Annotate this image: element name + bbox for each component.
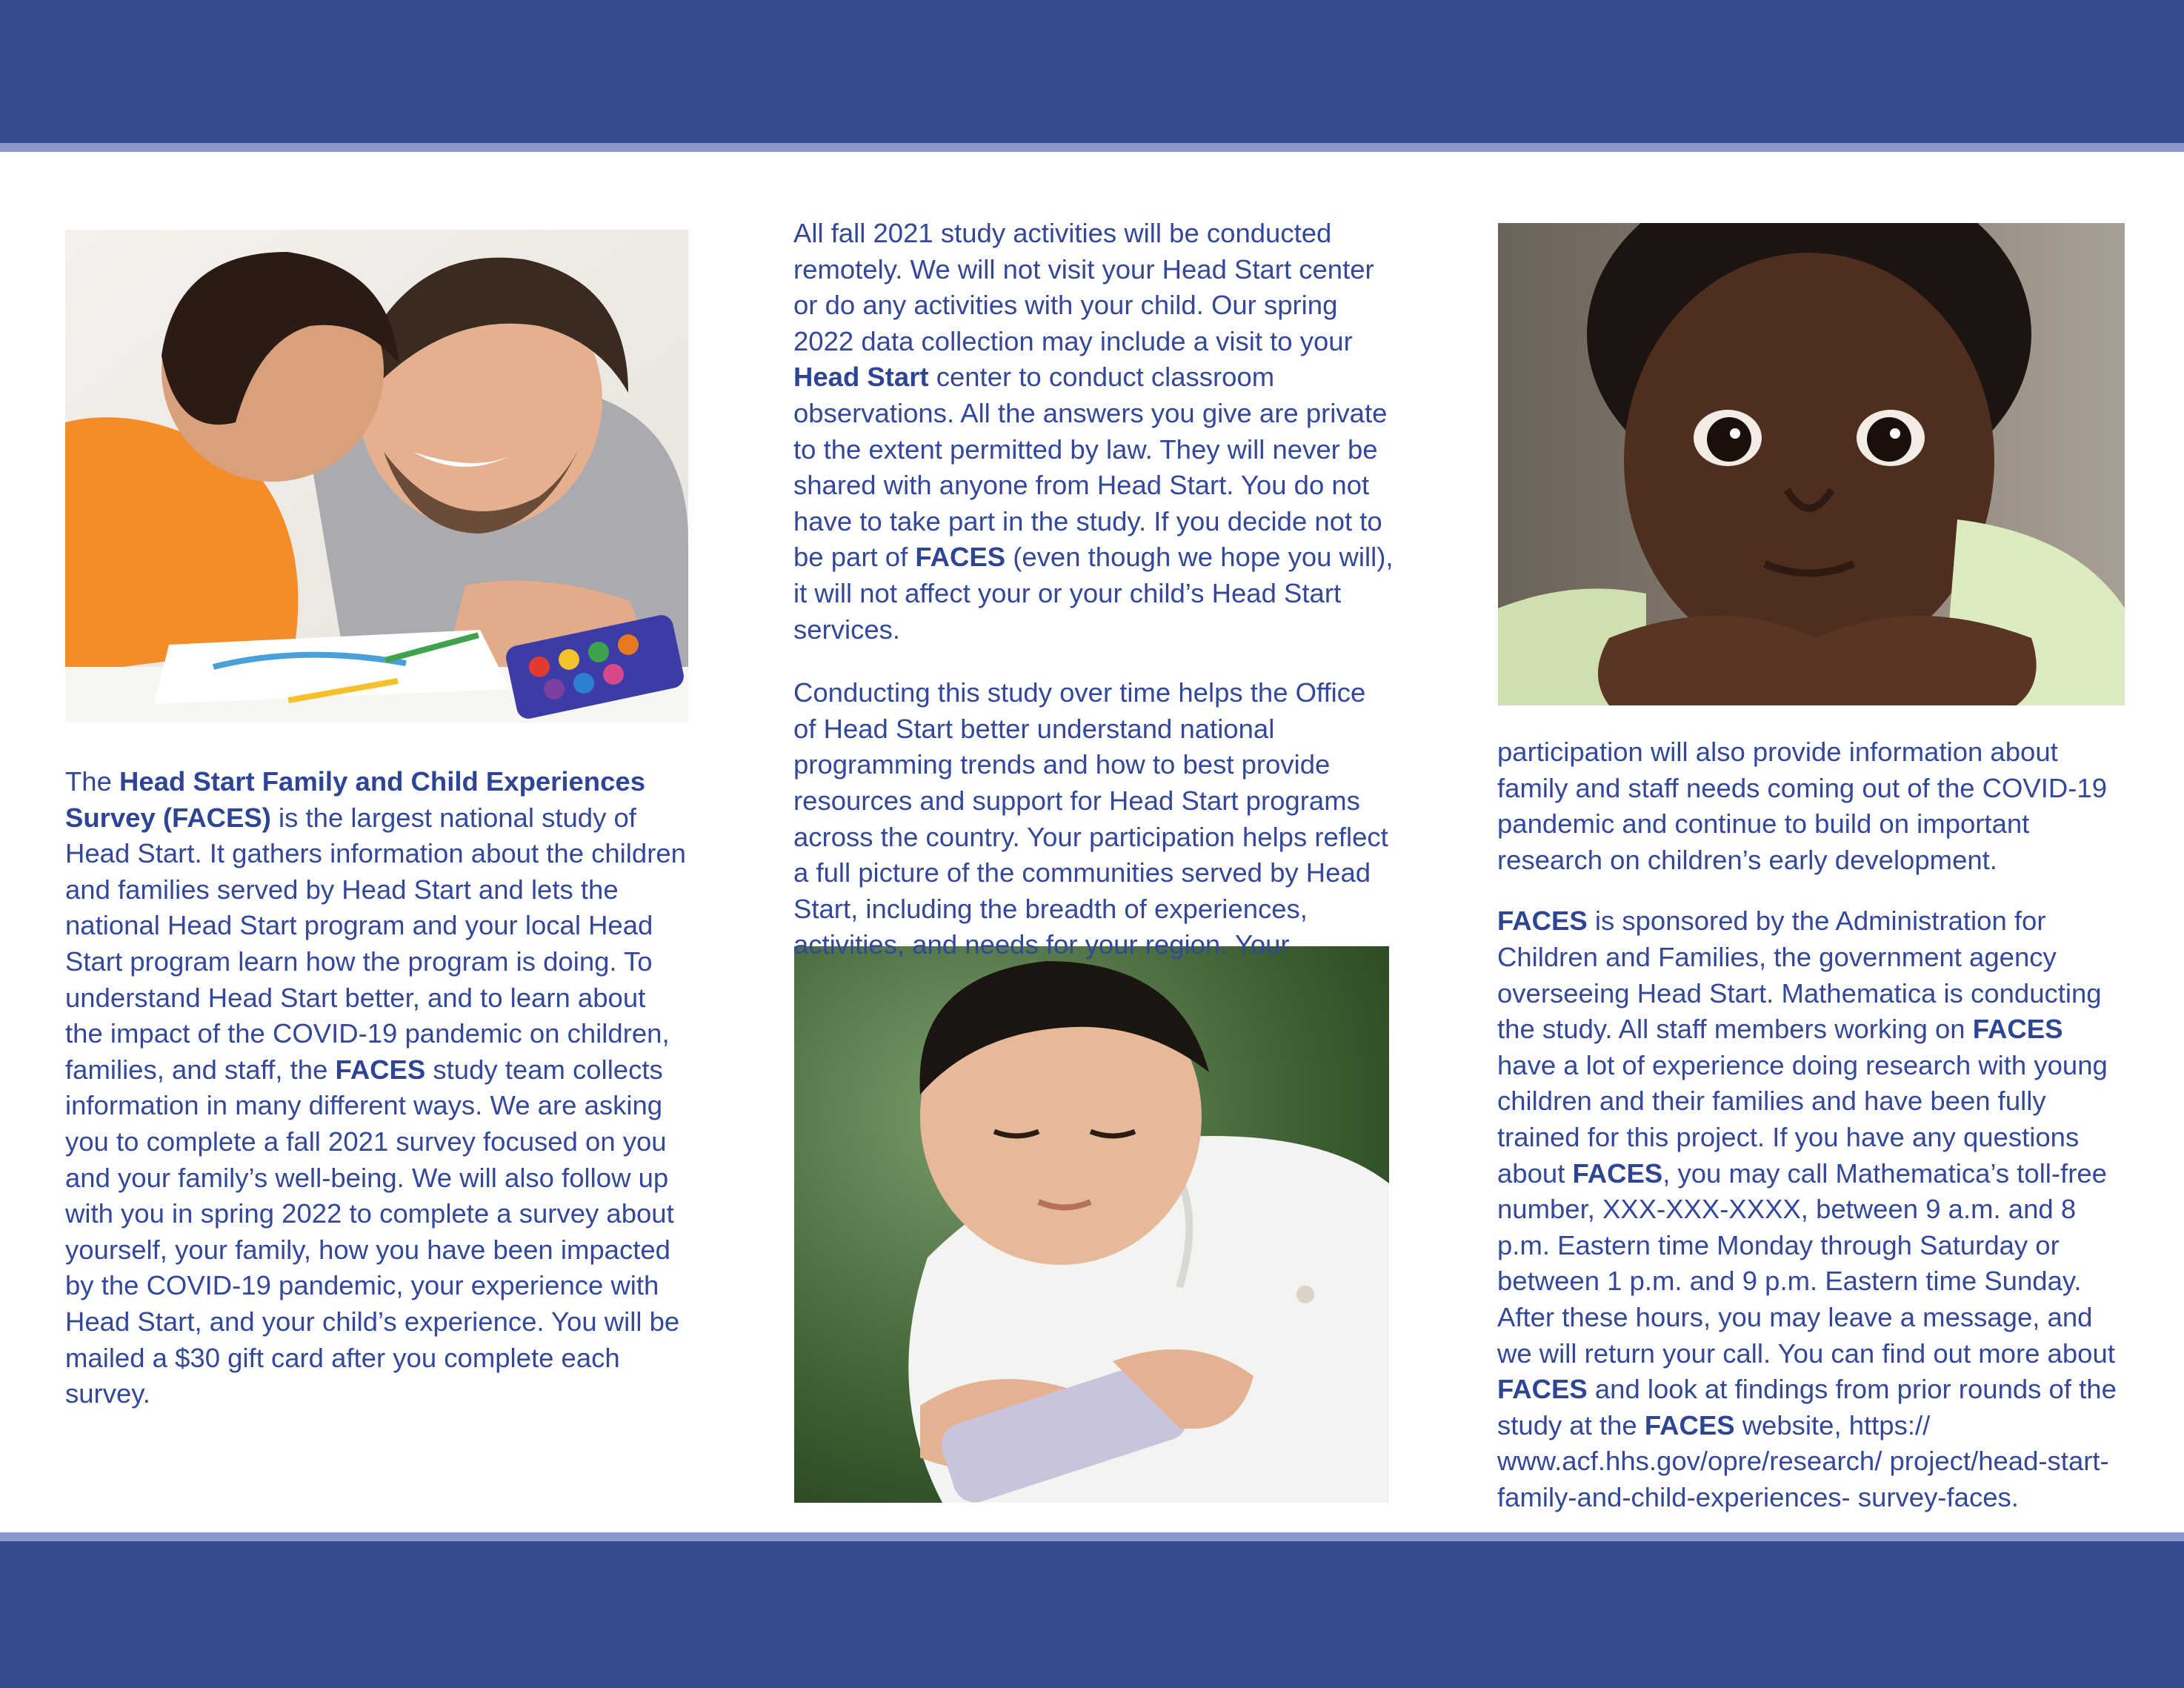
study-purpose-paragraph: Conducting this study over time helps the Office of Head Start better understand national programming trends and how to best provide resources and support for Head Start programs across the country. Your participation helps reflect a full picture of the communities served by Head Start, including the breadth of experiences, activities, and needs for your region. Your [793, 677, 1388, 960]
faces-bold: FACES [915, 542, 1006, 573]
sponsor-text-3: , you may call Mathematica’s toll-free number, XXX-XXX-XXXX, between 9 a.m. and 8 p.m. Eastern time Monday through Saturday or between 1 p.m. and 9 p.m. Eastern time Sunday. After these hours, you may leave a message, and we will return your call. You can find out more about [1497, 1157, 2115, 1369]
sponsor-paragraph [1497, 903, 2127, 1515]
remote-text-2: center to conduct classroom observations. All the answers you give are private to the extent permitted by law. They will never be shared with anyone from Head Start. You do not have to take part in the study. If you decide not to be part of [793, 362, 1388, 573]
column-2-text [793, 216, 1394, 963]
faces-bold: FACES [1972, 1014, 2063, 1045]
website-url-text: website, https:// www.acf.hhs.gov/opre/research/ project/head-start-family-and-child-experiences- survey-faces. [1497, 1409, 2109, 1512]
intro-text-1: is the largest national study of Head Start. It gathers information about the children and families served by Head Start and lets the national Head Start program and your local Head Start program learn how the program is doing. To understand Head Start better, and to learn about the impact of the COVID-19 pandemic on children, families, and staff, the [65, 802, 686, 1085]
photo-boy-with-game [794, 946, 1389, 1503]
column-3-text [1497, 734, 2127, 1515]
faces-bold: FACES [1497, 1374, 1588, 1405]
top-banner [0, 0, 2184, 143]
remote-activities-paragraph [793, 216, 1394, 648]
faces-bold: FACES [1644, 1409, 1735, 1441]
faces-bold: FACES [335, 1054, 426, 1085]
bottom-banner [0, 1541, 2184, 1688]
faces-bold: FACES [1497, 906, 1588, 937]
sponsor-text-4: and look at findings from prior rounds of the study at the [1497, 1374, 2117, 1441]
sponsor-text-2: have a lot of experience doing research with young children and their families and have been fully trained for this project. If you have any questions about [1497, 1049, 2108, 1189]
bottom-banner-edge [0, 1532, 2184, 1541]
photo-girl-portrait [1498, 223, 2125, 705]
participation-paragraph: participation will also provide information about family and staff needs coming out of the COVID-19 pandemic and continue to build on important research on children’s early development. [1497, 737, 2108, 875]
survey-name-bold: Head Start Family and Child Experiences Survey (FACES) [65, 766, 645, 833]
head-start-bold: Head Start [793, 362, 929, 393]
photo-father-and-child [65, 230, 688, 722]
faces-intro-paragraph [65, 764, 688, 1412]
intro-lead-text: The [65, 766, 120, 797]
intro-text-2: study team collects information in many different ways. We are asking you to complete a fall 2021 survey focused on you and your family’s well-being. We will also follow up with you in spring 2022 to complete a survey about yourself, your family, how you have been impacted by the COVID-19 pandemic, your experience with Head Start, and your child’s experience. You will be mailed a $30 gift card after you complete each survey. [65, 1054, 680, 1409]
remote-text-1: All fall 2021 study activities will be conducted remotely. We will not visit your Head Start center or do any activities with your child. Our spring 2022 data collection may include a visit to your [793, 218, 1374, 356]
column-1-text [65, 764, 688, 1412]
faces-bold: FACES [1572, 1157, 1663, 1189]
remote-text-3: (even though we hope you will), it will not affect your or your child’s Head Start services. [793, 542, 1394, 645]
sponsor-text-1: is sponsored by the Administration for Children and Families, the government agency overseeing Head Start. Mathematica is conducting the study. All staff members working on [1497, 906, 2102, 1045]
top-banner-edge [0, 143, 2184, 152]
